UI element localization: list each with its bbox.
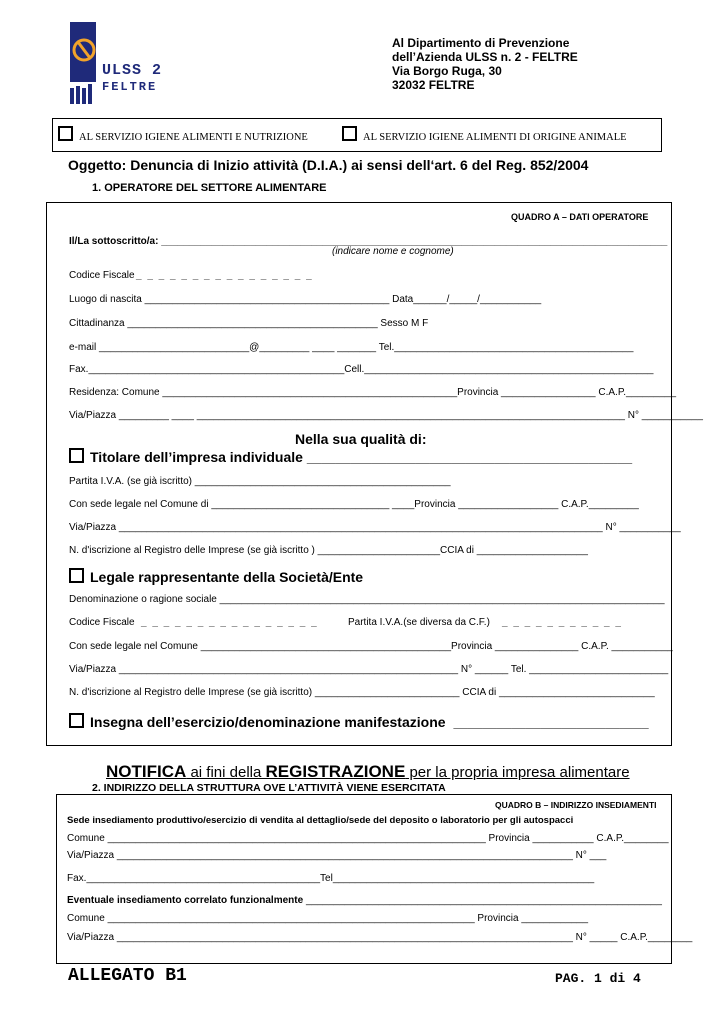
luogo-field[interactable]: Luogo di nascita ____________________________________________ Data______/_____/___________: [69, 294, 542, 305]
indicare-hint: (indicare nome e cognome): [332, 246, 454, 257]
via2-field[interactable]: Via/Piazza _______________________________________________________________________________________ N° ___________: [69, 522, 681, 533]
quadro-b-comune-field[interactable]: Comune ____________________________________________________________________ Provincia ___________ C.A.P.________: [67, 833, 669, 844]
section-1-heading: 1. OPERATORE DEL SETTORE ALIMENTARE: [92, 182, 327, 194]
titolare-label: Titolare dell’impresa individuale: [90, 449, 303, 465]
service-option-1-label: AL SERVIZIO IGIENE ALIMENTI E NUTRIZIONE: [79, 132, 308, 143]
section-2-heading: 2. INDIRIZZO DELLA STRUTTURA OVE L’ATTIVITÀ VIENE ESERCITATA: [92, 782, 446, 794]
legale-option[interactable]: [69, 568, 363, 585]
cf2-input[interactable]: _ _ _ _ _ _ _ _ _ _ _ _ _ _ _ _: [141, 617, 319, 628]
notifica-connector: ai fini della: [186, 764, 266, 781]
legale-label: Legale rappresentante della Società/Ente: [90, 569, 364, 585]
titolare-line[interactable]: _____________________________________________: [306, 450, 633, 465]
sede2-field[interactable]: Con sede legale nel Comune _____________________________________________Provincia _______________ C.A.P. ___________: [69, 641, 673, 652]
address-line3: Via Borgo Ruga, 30: [392, 64, 502, 78]
cf2-label: Codice Fiscale: [69, 617, 135, 628]
quadro-b-via2-field[interactable]: Via/Piazza __________________________________________________________________________________ N° _____ C.A.P.________: [67, 932, 693, 943]
insegna-option[interactable]: [69, 713, 649, 730]
quadro-b-fax-field[interactable]: Fax.__________________________________________Tel_______________________________________________: [67, 873, 595, 884]
residenza-field[interactable]: Residenza: Comune _____________________________________________________Provincia _________________ C.A.P._________: [69, 387, 677, 398]
email-field[interactable]: e-mail ___________________________@_________ ____ _______ Tel.___________________________________________: [69, 342, 634, 353]
address-line1: Al Dipartimento di Prevenzione: [392, 36, 570, 50]
insegna-label: Insegna dell’esercizio/denominazione manifestazione: [90, 714, 446, 730]
notifica-tail: per la propria impresa alimentare: [405, 764, 630, 781]
via-field[interactable]: Via/Piazza _________ ____ _____________________________________________________________________________ N° ___________: [69, 410, 703, 421]
qualita-heading: Nella sua qualità di:: [295, 431, 427, 447]
notifica-word: NOTIFICA: [106, 762, 187, 781]
codice-fiscale-input[interactable]: _ _ _ _ _ _ _ _ _ _ _ _ _ _ _ _: [136, 270, 314, 281]
quadro-b-sede-heading: Sede insediamento produttivo/esercizio di vendita al dettaglio/sede del deposito o laboratorio per gli autospacci: [67, 815, 574, 826]
fax-field[interactable]: Fax.______________________________________________Cell.____________________________________________________: [69, 364, 654, 375]
piva2-label: Partita I.V.A.(se diversa da C.F.): [348, 617, 490, 628]
service-option-2[interactable]: [342, 126, 627, 143]
eventuale-label: Eventuale insediamento correlato funzionalmente: [67, 895, 304, 906]
checkbox-icon[interactable]: [58, 126, 73, 141]
sottoscritto-label: Il/La sottoscritto/a: ___________________________________________________________________________________________: [69, 236, 668, 247]
rea-field[interactable]: N. d'iscrizione al Registro delle Imprese (se già iscritto ) ______________________CCIA di ____________________: [69, 545, 588, 556]
piva-field[interactable]: Partita I.V.A. (se già iscritto) ______________________________________________: [69, 476, 451, 487]
quadro-b-via-field[interactable]: Via/Piazza __________________________________________________________________________________ N° ___: [67, 850, 607, 861]
checkbox-icon[interactable]: [69, 448, 84, 463]
codice-fiscale-label: Codice Fiscale: [69, 270, 135, 281]
titolare-option[interactable]: [69, 448, 632, 465]
ulss-logo: [68, 22, 163, 106]
logo-line2: FELTRE: [102, 80, 158, 94]
eventuale-line[interactable]: ________________________________________________________________: [305, 895, 662, 906]
sede-field[interactable]: Con sede legale nel Comune di ________________________________ ____Provincia __________________ C.A.P._________: [69, 499, 639, 510]
piva2-input[interactable]: _ _ _ _ _ _ _ _ _ _ _: [502, 617, 623, 628]
denominazione-field[interactable]: Denominazione o ragione sociale ________________________________________________________________________________: [69, 594, 665, 605]
allegato-label: ALLEGATO B1: [68, 966, 187, 986]
address-line2: dell’Azienda ULSS n. 2 - FELTRE: [392, 50, 578, 64]
cittadinanza-field[interactable]: Cittadinanza _____________________________________________ Sesso M F: [69, 318, 429, 329]
quadro-a-title: QUADRO A – DATI OPERATORE: [511, 212, 649, 222]
insegna-line[interactable]: ___________________________: [453, 715, 649, 730]
checkbox-icon[interactable]: [69, 568, 84, 583]
logo-line1: ULSS 2: [102, 62, 163, 79]
service-option-1[interactable]: [58, 126, 308, 143]
checkbox-icon[interactable]: [69, 713, 84, 728]
rea2-field[interactable]: N. d'iscrizione al Registro delle Imprese (se già iscritto) __________________________ CCIA di ____________________________: [69, 687, 655, 698]
quadro-b-eventuale[interactable]: [67, 895, 662, 906]
notifica-heading: [106, 762, 630, 782]
address-line4: 32032 FELTRE: [392, 78, 475, 92]
registrazione-word: REGISTRAZIONE: [265, 762, 406, 781]
service-option-2-label: AL SERVIZIO IGIENE ALIMENTI DI ORIGINE ANIMALE: [363, 132, 627, 143]
subject-title: Oggetto: Denuncia di Inizio attività (D.I.A.) ai sensi dell‘art. 6 del Reg. 852/2004: [68, 157, 589, 173]
checkbox-icon[interactable]: [342, 126, 357, 141]
page-number: PAG. 1 di 4: [555, 971, 641, 986]
quadro-b-title: QUADRO B – INDIRIZZO INSEDIAMENTI: [495, 800, 657, 810]
quadro-b-comune2-field[interactable]: Comune __________________________________________________________________ Provincia ____________: [67, 913, 589, 924]
via3-field[interactable]: Via/Piazza _____________________________________________________________ N° ______ Tel. _________________________: [69, 664, 669, 675]
